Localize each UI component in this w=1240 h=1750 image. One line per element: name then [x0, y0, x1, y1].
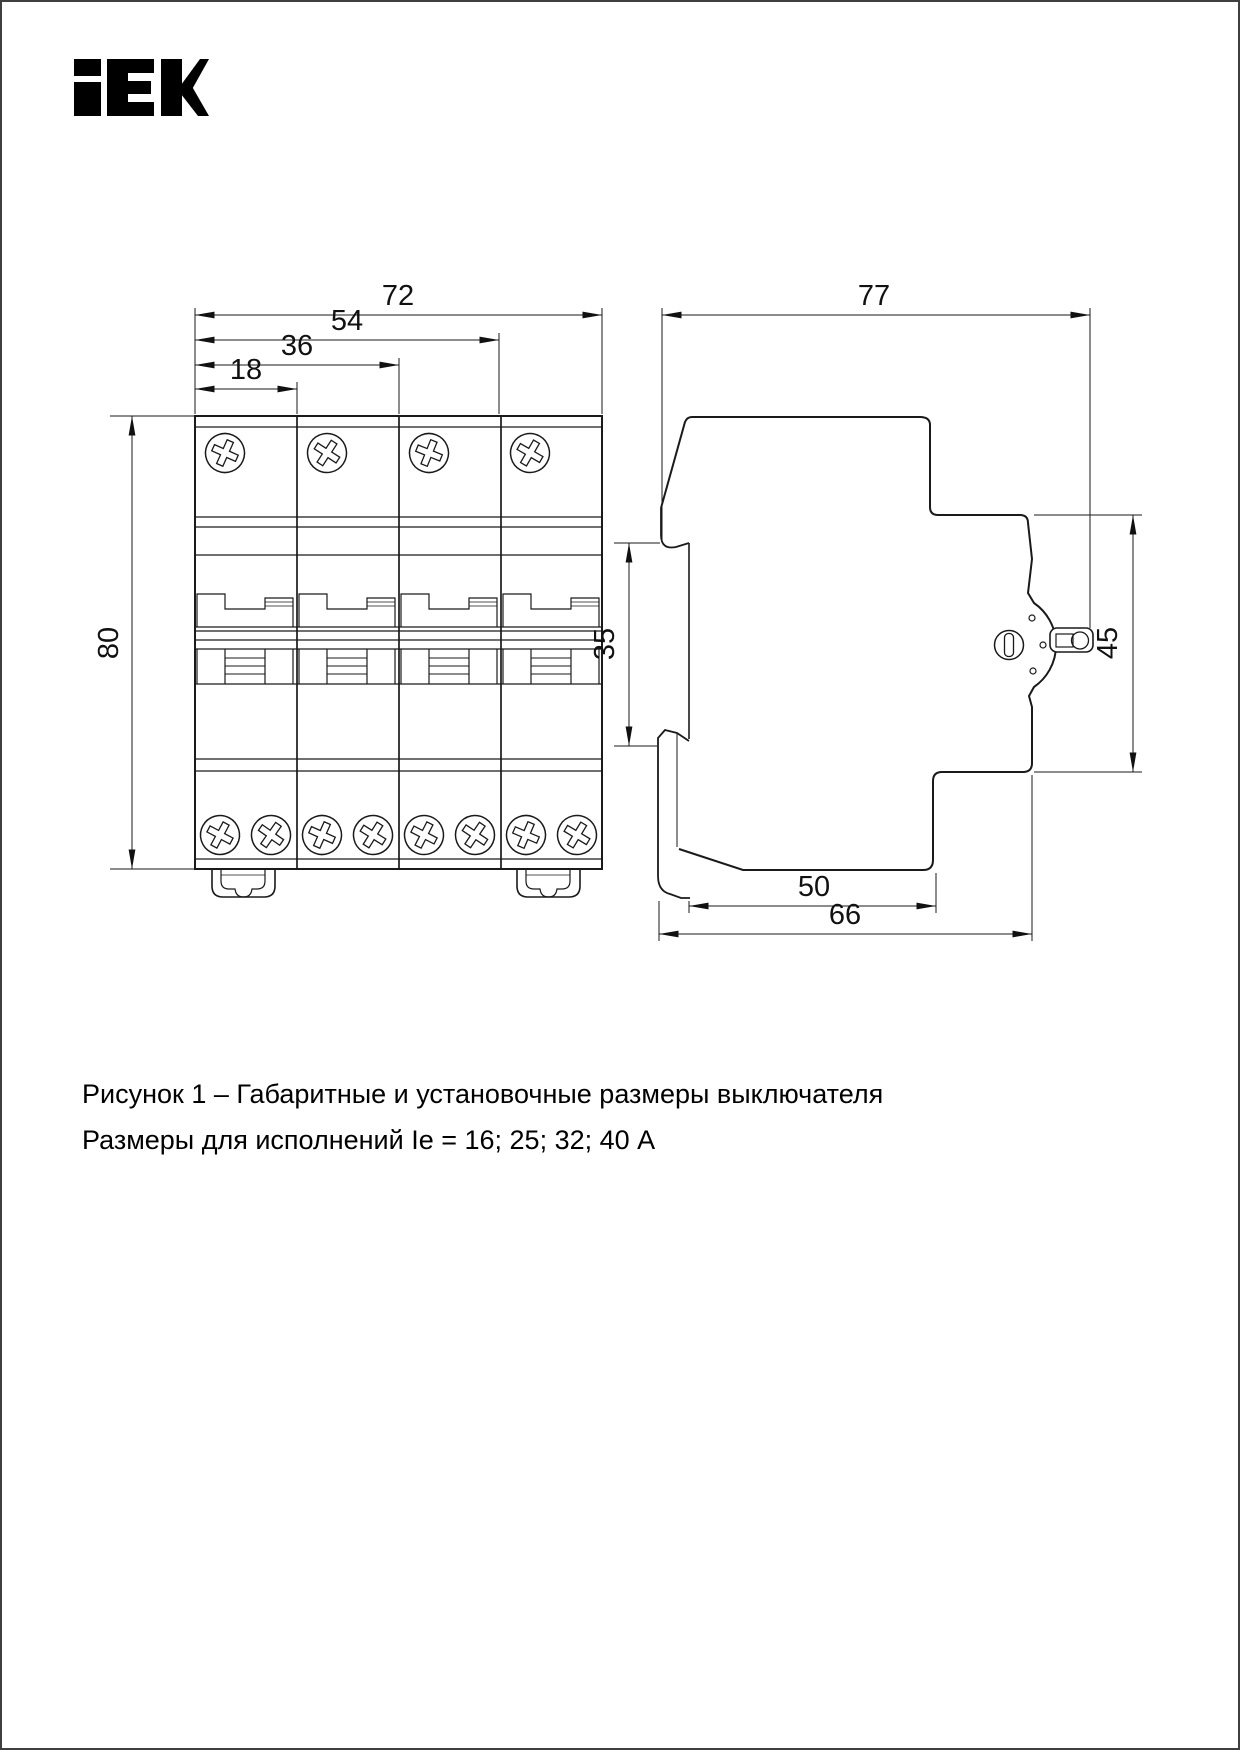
dim-72 — [195, 280, 602, 315]
din-hook-top — [661, 508, 689, 548]
din-clip-side — [658, 730, 690, 898]
module-separators — [297, 416, 501, 869]
logo-letter-i-stem — [74, 82, 101, 116]
figure-note: Размеры для исполнений Ie = 16; 25; 32; 40 А — [82, 1125, 656, 1155]
top-terminal-screws — [199, 426, 556, 480]
din-clip-right — [517, 870, 580, 897]
dim-35-label: 35 — [589, 627, 621, 661]
dim-45-label: 45 — [1092, 626, 1124, 660]
dim-66 — [659, 899, 1032, 934]
logo-letter-k — [161, 59, 209, 116]
dim-77-label: 77 — [857, 280, 891, 312]
screw-slot — [1005, 634, 1014, 657]
dim-54 — [195, 305, 499, 340]
dim-18-label: 18 — [229, 354, 263, 386]
toggle-handles — [197, 594, 599, 684]
dim-36-label: 36 — [280, 330, 314, 362]
toggle-boss — [995, 615, 1094, 674]
dim-50-label: 50 — [797, 871, 831, 903]
din-clip-left — [212, 870, 275, 897]
dim-45 — [1092, 515, 1133, 772]
dim-35 — [589, 543, 629, 746]
side-view — [658, 417, 1093, 898]
side-view-dimensions — [589, 280, 1142, 941]
logo-letter-e — [107, 59, 154, 116]
dim-77 — [662, 280, 1090, 315]
side-profile-outline — [661, 417, 1056, 870]
iek-logo — [74, 59, 209, 116]
dim-80-label: 80 — [93, 626, 125, 660]
dim-50 — [689, 871, 936, 906]
dim-80 — [93, 416, 132, 869]
dim-36 — [195, 330, 399, 365]
front-view — [194, 416, 604, 897]
technical-drawing — [2, 2, 1240, 1750]
dim-54-label: 54 — [330, 305, 364, 337]
figure-caption: Рисунок 1 – Габаритные и установочные размеры выключателя — [82, 1079, 884, 1109]
front-view-dimensions — [93, 280, 602, 869]
dim-72-label: 72 — [381, 280, 415, 312]
dim-66-label: 66 — [828, 899, 862, 931]
logo-letter-i-dot — [74, 59, 101, 76]
screw-slot-circle — [995, 631, 1024, 660]
